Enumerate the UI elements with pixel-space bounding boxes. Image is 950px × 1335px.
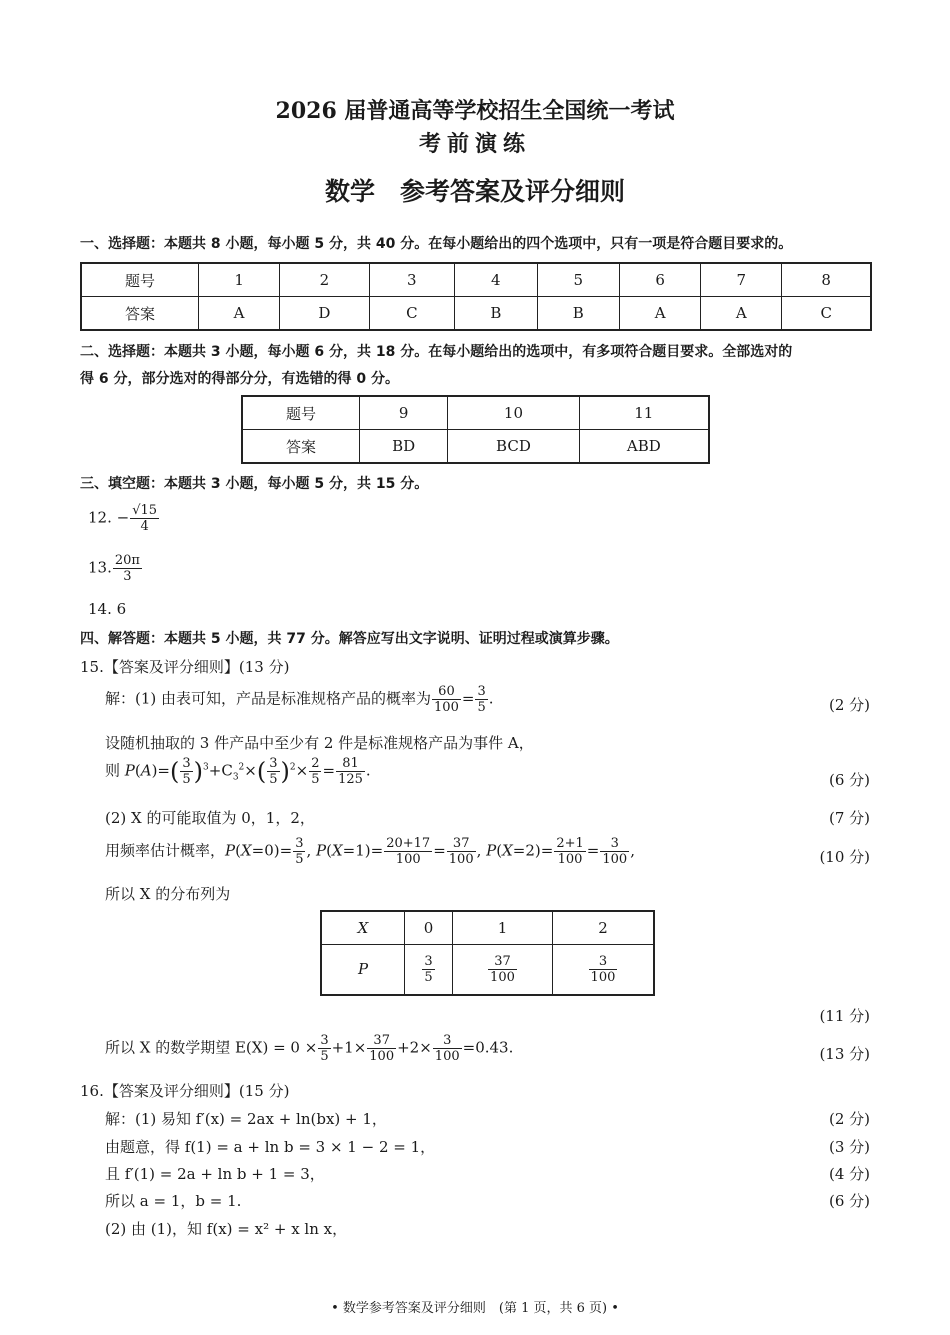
exam-subtitle: 考前演练 [418,131,531,157]
table-cell: 8 [782,263,871,297]
table-row [321,945,654,995]
section1-heading: 一、选择题：本题共 8 小题，每小题 5 分，共 40 分。在每小题给出的四个选项中，只有一项是符合题目要求的。 [80,236,793,252]
answer-12-denominator: 4 [130,518,159,534]
table-header-cell: X [321,911,405,945]
exam-title: 2026 届普通高等学校招生全国统一考试 [275,98,675,124]
table-cell: $\frac{37}{100}$ [452,945,552,995]
q15-line3: 则 P(A)=( $\frac{3}{5}$ )$^3+C_3^2\times$( $\frac{3}{5}$ )$^2$× $\frac{2}{5}$ = $\frac{81}{125}$ . [105,756,371,787]
q16-line3: 且 f′(1) = 2a + ln b + 1 = 3， [105,1165,325,1183]
document-title: 数学 参考答案及评分细则 [324,177,625,206]
q16-line1-score: (2 分) [828,1110,870,1128]
table-cell: A [199,297,280,331]
q15-line1-score: (2 分) [828,696,870,714]
q15-line1-text: 解：(1) 由表可知，产品是标准规格产品的概率为 [105,689,432,708]
table-cell: ABD [579,430,709,464]
table-cell: 2 [280,263,369,297]
table-cell: B [537,297,619,331]
page-footer: • 数学参考答案及评分细则 (第 1 页，共 6 页) • [331,1301,619,1316]
q15-line1: 解：(1) 由表可知，产品是标准规格产品的概率为 $\frac{60}{100}$ = $\frac{3}{5}$ . [105,684,494,715]
distribution-table [320,910,655,996]
q15-line5: 用频率估计概率，P(X=0)= $\frac{3}{5}$ , P(X=1)= $\frac{20+17}{100}$ = $\frac{37}{100}$ , P(X=2)= $\frac{2+1}{100}$ = $\frac{3}{100}$ , [105,836,635,867]
table-row [321,911,654,945]
table-cell: A [701,297,782,331]
table-cell: 11 [579,396,709,430]
table-header-cell: 2 [552,911,654,945]
answer-13 [88,553,143,584]
q15-line4: (2) X 的可能取值为 0，1，2， [105,809,315,827]
q15-line2: 设随机抽取的 3 件产品中至少有 2 件是标准规格产品为事件 A， [105,734,534,752]
q15-line6: 所以 X 的分布列为 [105,885,231,903]
answer-13-numerator: 20π [114,553,140,568]
q15-line7-score: (11 分) [819,1007,870,1025]
q15-line8-score: (13 分) [819,1045,870,1063]
section2-heading-line2: 得 6 分，部分选对的得部分分，有选错的得 0 分。 [80,371,399,387]
table-cell: $\frac{3}{100}$ [552,945,654,995]
section1-answer-table [80,262,872,331]
q15-line5-text: 用频率估计概率， [105,841,226,860]
table-cell: C [782,297,871,331]
row-label: 题号 [81,263,199,297]
table-header-cell: 0 [405,911,453,945]
row-label: 答案 [81,297,199,331]
q16-line4-score: (6 分) [828,1192,870,1210]
table-cell: A [620,297,701,331]
table-cell: 3 [369,263,455,297]
answer-14: 14. 6 [88,600,127,618]
q15-line8-text: 所以 X 的数学期望 E(X) = 0 × [105,1038,318,1057]
table-row [81,263,871,297]
q16-line4: 所以 a = 1，b = 1. [105,1192,242,1210]
q15-line5-score: (10 分) [819,848,870,866]
answer-12-prefix: 12. − [88,508,130,527]
table-cell: B [455,297,537,331]
table-row [81,297,871,331]
table-cell: 6 [620,263,701,297]
table-cell: $\frac{3}{5}$ [405,945,453,995]
table-cell: 9 [360,396,448,430]
q16-title: 16.【答案及评分细则】(15 分) [80,1082,290,1100]
answer-12-numerator: √15 [132,503,158,518]
table-row [242,430,709,464]
table-cell: BD [360,430,448,464]
row-label: 题号 [242,396,360,430]
table-cell: 5 [537,263,619,297]
table-cell: 7 [701,263,782,297]
table-cell: BCD [448,430,579,464]
section3-heading: 三、填空题：本题共 3 小题，每小题 5 分，共 15 分。 [80,476,429,492]
q16-line2: 由题意，得 f(1) = a + ln b = 3 × 1 − 2 = 1， [105,1138,436,1156]
q15-title: 15.【答案及评分细则】(13 分) [80,658,290,676]
table-cell: 10 [448,396,579,430]
row-label: 答案 [242,430,360,464]
table-row [242,396,709,430]
row-label: P [321,945,405,995]
q15-line3-score: (6 分) [828,771,870,789]
q16-line3-score: (4 分) [828,1165,870,1183]
answer-12 [88,503,160,534]
table-cell: 4 [455,263,537,297]
answer-13-prefix: 13. [88,558,112,577]
q16-line1: 解：(1) 易知 f′(x) = 2ax + ln(bx) + 1， [105,1110,387,1128]
section2-answer-table [241,395,710,464]
table-header-cell: 1 [452,911,552,945]
section4-heading: 四、解答题：本题共 5 小题，共 77 分。解答应写出文字说明、证明过程或演算步骤。 [80,631,619,647]
q15-line4-score: (7 分) [828,809,870,827]
section2-heading-line1: 二、选择题：本题共 3 小题，每小题 6 分，共 18 分。在每小题给出的选项中，有多项符合题目要求。全部选对的 [80,344,793,360]
table-cell: 1 [199,263,280,297]
q15-line8: 所以 X 的数学期望 E(X) = 0 × $\frac{3}{5}$ +1× $\frac{37}{100}$ +2× $\frac{3}{100}$ =0.43. [105,1033,514,1064]
answer-13-denominator: 3 [113,568,142,584]
q16-line5: (2) 由 (1)，知 f(x) = x² + x ln x， [105,1220,348,1238]
table-cell: D [280,297,369,331]
table-cell: C [369,297,455,331]
q16-line2-score: (3 分) [828,1138,870,1156]
